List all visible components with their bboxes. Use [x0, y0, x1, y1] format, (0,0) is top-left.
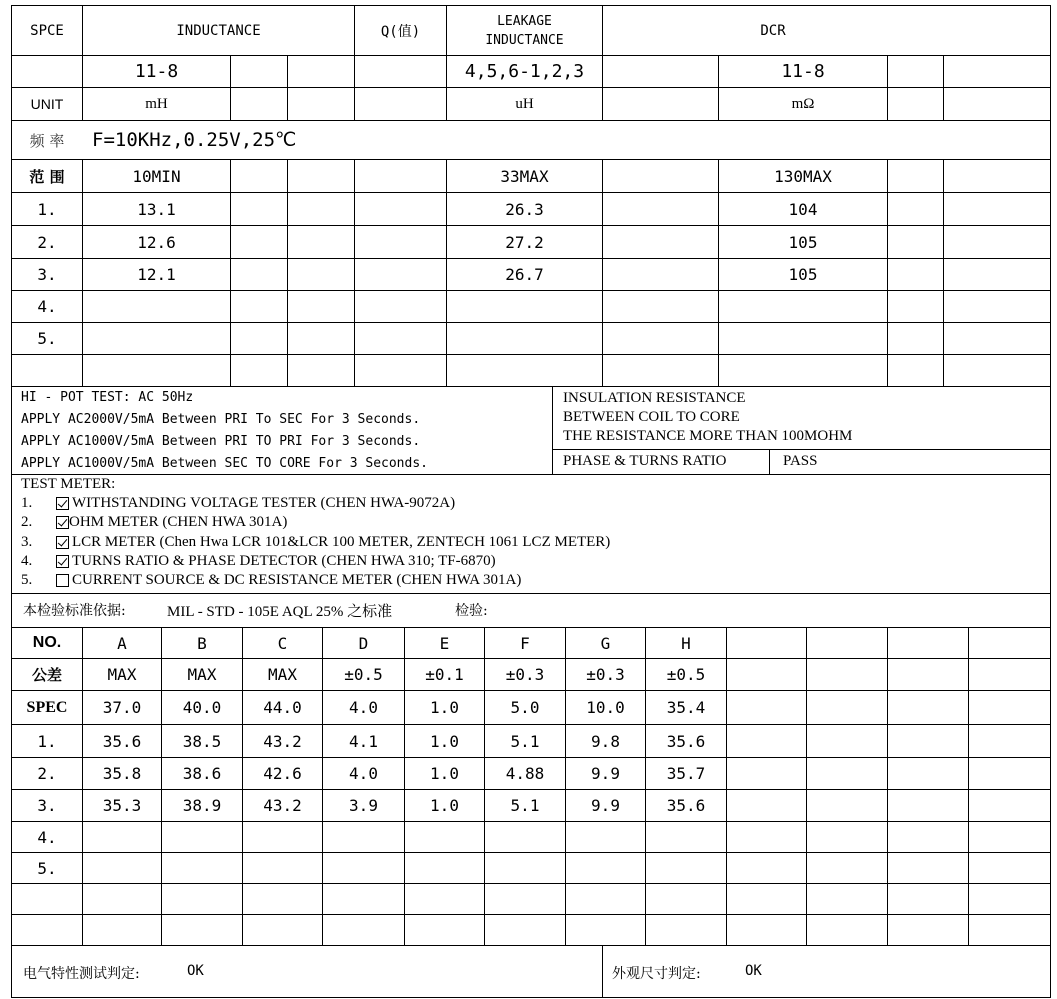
dim-col-header: H: [681, 633, 691, 653]
dim-tol-label: 公差: [31, 666, 62, 684]
test-meter-text: WITHSTANDING VOLTAGE TESTER (CHEN HWA-9072A): [72, 495, 456, 511]
row-leakage: 26.3: [505, 199, 544, 219]
dim-value: 38.6: [182, 764, 222, 783]
row-dcr: [719, 323, 887, 354]
dim-spec-value: 40.0: [182, 698, 222, 717]
test-meter-title: TEST METER:: [21, 476, 116, 492]
dim-spec-value: 1.0: [430, 698, 459, 717]
test-meter-text: TURNS RATIO & PHASE DETECTOR (CHEN HWA 310; TF-6870): [72, 553, 496, 569]
dim-spec-label: SPEC: [26, 698, 68, 716]
header-spce: SPCE: [30, 22, 64, 39]
row-inductance: 13.1: [137, 199, 176, 219]
hipot-line: APPLY AC2000V/5mA Between PRI To SEC For 3 Seconds.: [21, 412, 421, 427]
phase-turns-value: PASS: [783, 453, 818, 469]
dim-tolerance: MAX: [107, 665, 137, 684]
dim-col-header: F: [520, 633, 530, 653]
phase-turns-label: PHASE & TURNS RATIO: [563, 453, 727, 469]
header-inductance: INDUCTANCE: [176, 22, 261, 39]
row-dcr: 105: [788, 265, 818, 284]
row-dcr: [719, 291, 887, 322]
dim-spec-value: 37.0: [102, 698, 142, 717]
dim-tolerance: ±0.3: [505, 665, 545, 684]
dim-row-no: 3.: [37, 796, 57, 815]
dim-col-header: A: [117, 633, 127, 653]
dim-row-no: 2.: [37, 764, 57, 783]
dim-value: 3.9: [349, 796, 378, 815]
dim-value: 1.0: [430, 764, 459, 783]
checkbox-checked-icon[interactable]: [56, 497, 69, 510]
freq-value: F=10KHz,0.25V,25℃: [92, 129, 297, 151]
insulation-line: BETWEEN COIL TO CORE: [563, 409, 740, 425]
hipot-line: APPLY AC1000V/5mA Between PRI TO PRI For 3 Seconds.: [21, 434, 421, 449]
dim-value: 1.0: [430, 731, 459, 751]
dim-col-header: G: [600, 633, 611, 653]
dim-spec-value: 10.0: [586, 698, 625, 717]
appearance-judgement-label: 外观尺寸判定:: [612, 966, 701, 982]
header-dcr: DCR: [760, 22, 786, 39]
dim-value: 38.9: [182, 796, 222, 815]
dim-value: 43.2: [263, 731, 302, 751]
row-no: 3.: [37, 265, 57, 284]
dim-row-no: 5.: [37, 858, 57, 878]
dim-row-no: 4.: [37, 827, 57, 847]
dim-value: 4.88: [505, 764, 545, 783]
standard-label: 本检验标准依据:: [23, 603, 126, 619]
row-leakage: 26.7: [505, 265, 544, 284]
dim-tolerance: ±0.5: [344, 665, 383, 684]
dim-value: 5.1: [510, 796, 540, 815]
header-leakage-line2: INDUCTANCE: [485, 32, 564, 48]
row-leakage: [447, 323, 602, 354]
hipot-line: HI - POT TEST: AC 50Hz: [21, 390, 194, 405]
dim-value: 5.1: [510, 731, 540, 751]
row-no: 5.: [37, 329, 57, 348]
row-no: 1.: [37, 199, 57, 219]
range-inductance: 10MIN: [132, 166, 181, 186]
unit-label: UNIT: [30, 96, 64, 112]
standard-value: MIL - STD - 105E AQL 25% 之标准: [167, 604, 393, 620]
test-meter-no: 3.: [21, 534, 33, 550]
dim-value: 9.9: [591, 764, 620, 783]
dim-value: 35.6: [666, 796, 706, 815]
test-meter-no: 1.: [21, 495, 33, 511]
inspect-label: 检验:: [455, 603, 488, 619]
row-inductance: [83, 291, 230, 322]
insulation-line: THE RESISTANCE MORE THAN 100MOHM: [563, 428, 853, 444]
row-no: 2.: [37, 232, 57, 252]
checkbox-checked-icon[interactable]: [56, 516, 69, 529]
row-no: 4.: [37, 297, 57, 316]
range-leakage: 33MAX: [500, 166, 549, 186]
electrical-judgement-label: 电气特性测试判定:: [23, 966, 140, 982]
test-meter-no: 2.: [21, 514, 33, 530]
range-label: 范 围: [29, 167, 65, 186]
electrical-judgement-value: OK: [187, 963, 204, 979]
dim-no-label: NO.: [32, 634, 62, 651]
dim-value: 38.5: [182, 731, 222, 751]
dim-col-header: D: [358, 633, 369, 653]
test-meter-text: LCR METER (Chen Hwa LCR 101&LCR 100 METER, ZENTECH 1061 LCZ METER): [72, 534, 611, 550]
test-meter-text: CURRENT SOURCE & DC RESISTANCE METER (CHEN HWA 301A): [72, 572, 522, 588]
dim-value: 4.0: [349, 764, 378, 783]
dim-spec-value: 44.0: [263, 698, 302, 717]
row-inductance: [83, 323, 230, 354]
dim-value: 35.8: [102, 764, 142, 783]
unit-dcr: mΩ: [791, 95, 815, 112]
dim-col-header: C: [277, 633, 288, 653]
test-meter-item: [21, 495, 455, 512]
test-meter-no: 5.: [21, 572, 33, 588]
row-leakage: [447, 291, 602, 322]
pins-dcr: 11-8: [781, 61, 825, 82]
test-meter-no: 4.: [21, 553, 33, 569]
appearance-judgement-value: OK: [745, 963, 762, 979]
insulation-line: INSULATION RESISTANCE: [563, 390, 746, 406]
dim-value: 9.8: [591, 731, 620, 751]
dim-tolerance: ±0.5: [666, 665, 706, 684]
dim-value: 35.3: [102, 796, 142, 815]
row-dcr: 104: [788, 199, 818, 219]
checkbox-checked-icon[interactable]: [56, 536, 69, 549]
unit-inductance: mH: [145, 95, 168, 112]
dim-value: 35.7: [666, 764, 706, 783]
dim-col-header: E: [439, 633, 450, 653]
dim-spec-value: 5.0: [510, 698, 540, 717]
dim-tolerance: ±0.1: [425, 665, 464, 684]
dim-tolerance: MAX: [187, 665, 217, 684]
range-dcr: 130MAX: [774, 166, 832, 186]
test-meter-item: [21, 534, 610, 551]
row-dcr: 105: [788, 232, 818, 252]
dim-value: 1.0: [430, 796, 459, 815]
test-meter-item: [21, 553, 496, 570]
dim-spec-value: 35.4: [666, 698, 706, 717]
row-leakage: 27.2: [505, 232, 544, 252]
row-inductance: 12.6: [137, 232, 176, 252]
header-leakage-line1: LEAKAGE: [497, 13, 552, 29]
checkbox-unchecked-icon[interactable]: [56, 574, 69, 587]
pins-inductance: 11-8: [134, 61, 179, 82]
dim-value: 42.6: [263, 764, 302, 783]
header-q: Q(值): [380, 23, 421, 40]
dim-tolerance: ±0.3: [586, 665, 625, 684]
dim-spec-value: 4.0: [349, 698, 378, 717]
unit-leakage: uH: [515, 95, 534, 112]
pins-leakage: 4,5,6-1,2,3: [464, 61, 585, 82]
dim-value: 9.9: [591, 796, 620, 815]
test-meter-text: OHM METER (CHEN HWA 301A): [69, 514, 288, 530]
dim-value: 35.6: [666, 731, 706, 751]
dim-value: 43.2: [263, 796, 302, 815]
checkbox-checked-icon[interactable]: [56, 555, 69, 568]
dim-value: 4.1: [349, 731, 378, 751]
dim-value: 35.6: [102, 731, 142, 751]
hipot-line: APPLY AC1000V/5mA Between SEC TO CORE For 3 Seconds.: [21, 456, 428, 471]
row-inductance: 12.1: [137, 265, 176, 284]
dim-col-header: B: [197, 633, 207, 653]
freq-label: 频 率: [29, 131, 65, 150]
test-meter-item: [21, 514, 287, 531]
dim-tolerance: MAX: [268, 665, 297, 684]
test-meter-item: [21, 572, 521, 589]
dim-row-no: 1.: [37, 731, 57, 751]
